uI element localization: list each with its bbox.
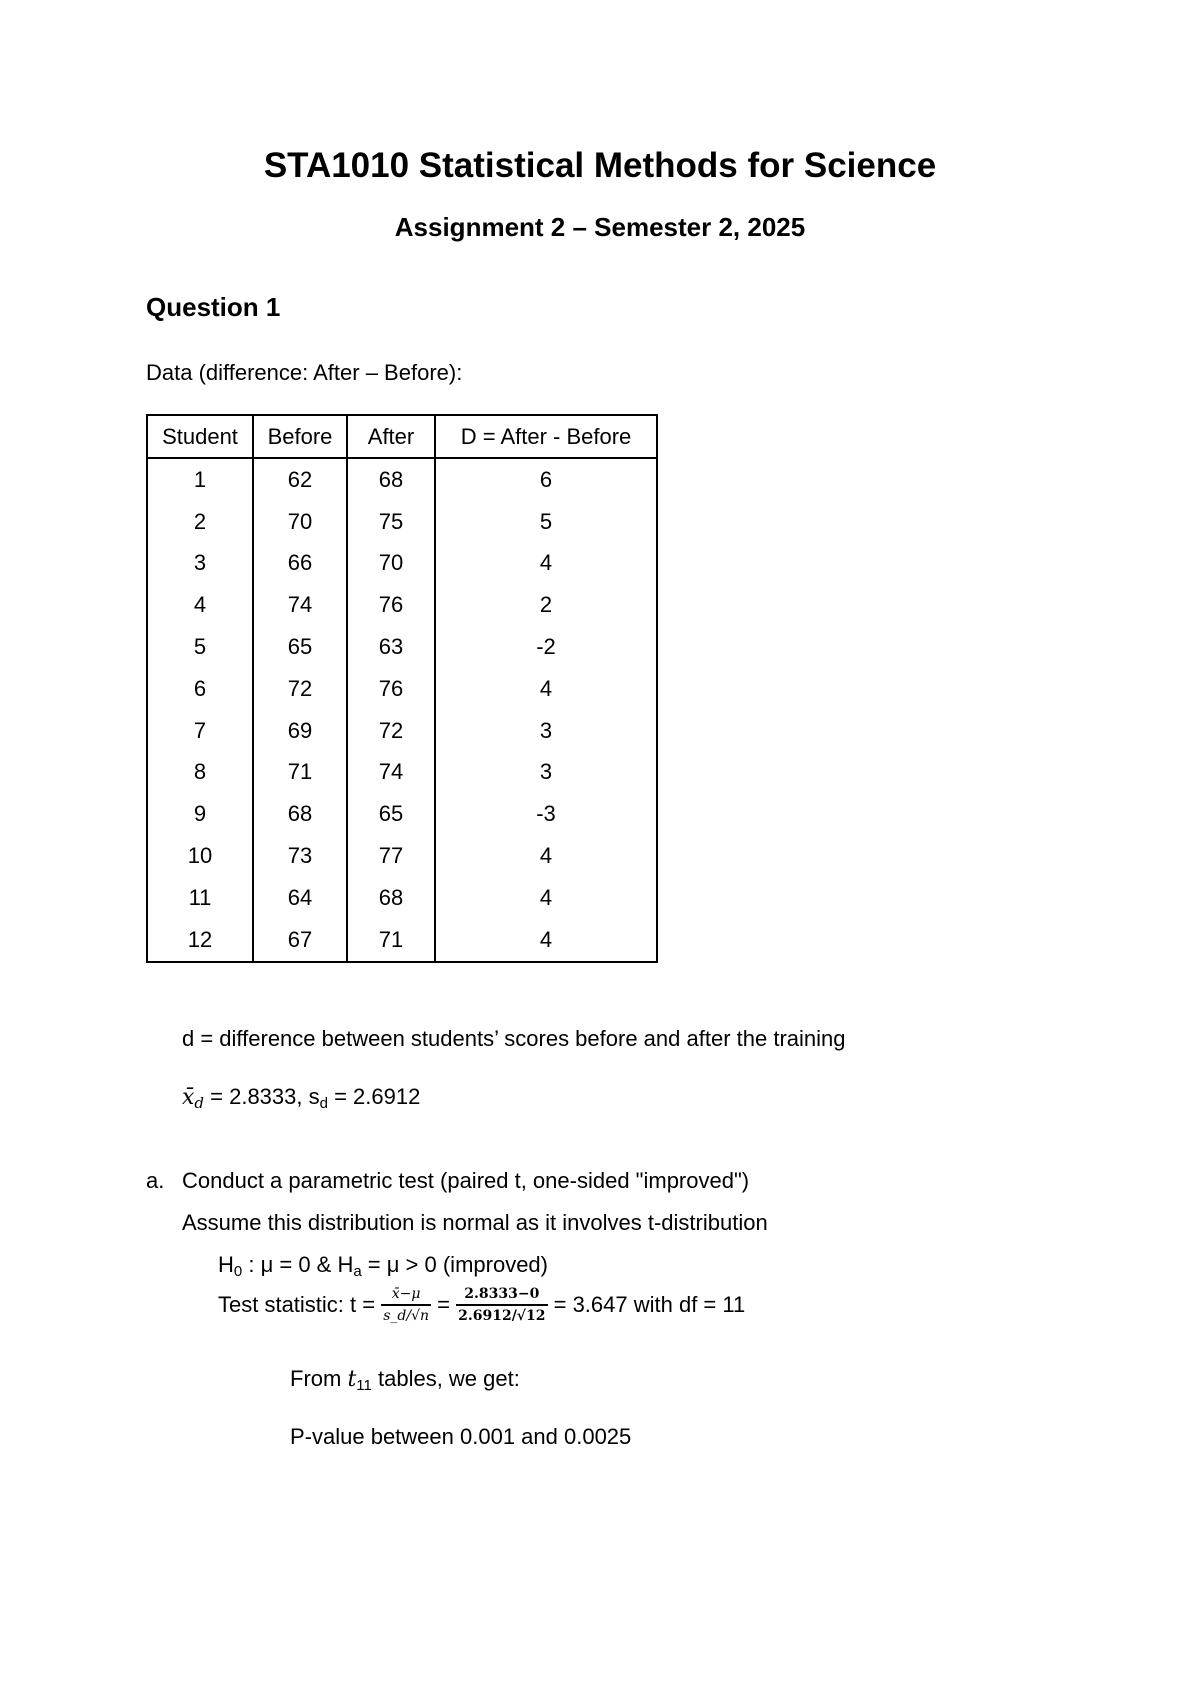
question-heading: Question 1 — [146, 292, 281, 322]
hyp-mid: : μ = 0 & H — [242, 1252, 354, 1277]
cell: 69 — [253, 710, 347, 752]
part-a-line2: Assume this distribution is normal as it involves t-distribution — [182, 1210, 768, 1235]
value-numerator: 2.8333−0 — [456, 1286, 547, 1306]
cell: 2 — [147, 501, 253, 543]
document-subtitle: Assignment 2 – Semester 2, 2025 — [394, 212, 806, 242]
cell: 76 — [347, 584, 435, 626]
cell: -3 — [435, 793, 657, 835]
table-row — [147, 793, 657, 835]
cell: 62 — [253, 458, 347, 501]
table-row — [147, 919, 657, 962]
cell: 5 — [435, 501, 657, 543]
cell: 4 — [435, 668, 657, 710]
part-a-line1: Conduct a parametric test (paired t, one-sided "improved") — [182, 1168, 750, 1193]
cell: 3 — [435, 710, 657, 752]
hyp-null-sub: 0 — [233, 1263, 243, 1280]
xbar-value: = 2.8333, s — [204, 1084, 320, 1109]
t-symbol: t — [347, 1367, 357, 1392]
cell: 4 — [435, 877, 657, 919]
test-statistic — [218, 1286, 745, 1324]
cell: 4 — [435, 543, 657, 585]
table-row — [147, 710, 657, 752]
header-before: Before — [253, 415, 347, 458]
cell: -2 — [435, 626, 657, 668]
table-row — [147, 584, 657, 626]
cell: 63 — [347, 626, 435, 668]
document-title: STA1010 Statistical Methods for Science — [263, 146, 937, 185]
value-fraction — [456, 1286, 547, 1324]
cell: 3 — [435, 752, 657, 794]
header-difference: D = After - Before — [435, 415, 657, 458]
cell: 4 — [147, 584, 253, 626]
cell: 8 — [147, 752, 253, 794]
cell: 74 — [347, 752, 435, 794]
formula-fraction — [381, 1286, 431, 1324]
d-definition: d = difference between students’ scores before and after the training — [182, 1026, 846, 1051]
xbar-symbol: x̄ — [182, 1085, 195, 1110]
data-table — [146, 414, 658, 963]
header-student: Student — [147, 415, 253, 458]
cell: 6 — [435, 458, 657, 501]
cell: 7 — [147, 710, 253, 752]
value-denominator: 2.6912/√12 — [458, 1308, 546, 1324]
hyp-h: H — [218, 1252, 234, 1277]
hypotheses — [218, 1252, 548, 1278]
table-row — [147, 668, 657, 710]
cell: 68 — [347, 458, 435, 501]
cell: 64 — [253, 877, 347, 919]
part-a-label: a. — [146, 1168, 165, 1193]
hyp-alt-sub: a — [353, 1263, 362, 1280]
cell: 3 — [147, 543, 253, 585]
from-suffix: tables, we get: — [371, 1366, 520, 1391]
cell: 68 — [253, 793, 347, 835]
sd-subscript: d — [319, 1095, 328, 1112]
table-row — [147, 835, 657, 877]
cell: 4 — [435, 919, 657, 962]
equals: = — [431, 1292, 457, 1317]
header-after: After — [347, 415, 435, 458]
cell: 9 — [147, 793, 253, 835]
table-row — [147, 752, 657, 794]
table-row — [147, 501, 657, 543]
table-row — [147, 877, 657, 919]
cell: 77 — [347, 835, 435, 877]
test-prefix: Test statistic: t = — [218, 1292, 382, 1317]
from-tables — [290, 1366, 520, 1392]
p-value: P-value between 0.001 and 0.0025 — [290, 1424, 632, 1449]
cell: 72 — [253, 668, 347, 710]
cell: 5 — [147, 626, 253, 668]
cell: 12 — [147, 919, 253, 962]
table-row — [147, 626, 657, 668]
cell: 1 — [147, 458, 253, 501]
summary-stats — [182, 1084, 420, 1110]
formula-numerator: x̄−μ — [381, 1286, 431, 1306]
t-subscript: 11 — [356, 1377, 372, 1394]
cell: 72 — [347, 710, 435, 752]
data-intro: Data (difference: After – Before): — [146, 360, 463, 385]
table-row — [147, 458, 657, 501]
from-prefix: From — [290, 1366, 348, 1391]
formula-denominator-text: s_d/√n — [383, 1308, 430, 1324]
cell: 2 — [435, 584, 657, 626]
cell: 74 — [253, 584, 347, 626]
cell: 67 — [253, 919, 347, 962]
cell: 68 — [347, 877, 435, 919]
cell: 73 — [253, 835, 347, 877]
cell: 75 — [347, 501, 435, 543]
sd-value: = 2.6912 — [327, 1084, 421, 1109]
test-suffix: = 3.647 with df = 11 — [547, 1292, 746, 1317]
cell: 10 — [147, 835, 253, 877]
cell: 71 — [347, 919, 435, 962]
formula-denominator — [381, 1306, 431, 1324]
table-header-row — [147, 415, 657, 458]
cell: 4 — [435, 835, 657, 877]
cell: 70 — [347, 543, 435, 585]
cell: 76 — [347, 668, 435, 710]
hyp-end: = μ > 0 (improved) — [361, 1252, 548, 1277]
xbar-subscript: d — [194, 1094, 205, 1112]
cell: 70 — [253, 501, 347, 543]
cell: 65 — [347, 793, 435, 835]
cell: 11 — [147, 877, 253, 919]
cell: 66 — [253, 543, 347, 585]
cell: 65 — [253, 626, 347, 668]
table-row — [147, 543, 657, 585]
cell: 6 — [147, 668, 253, 710]
cell: 71 — [253, 752, 347, 794]
